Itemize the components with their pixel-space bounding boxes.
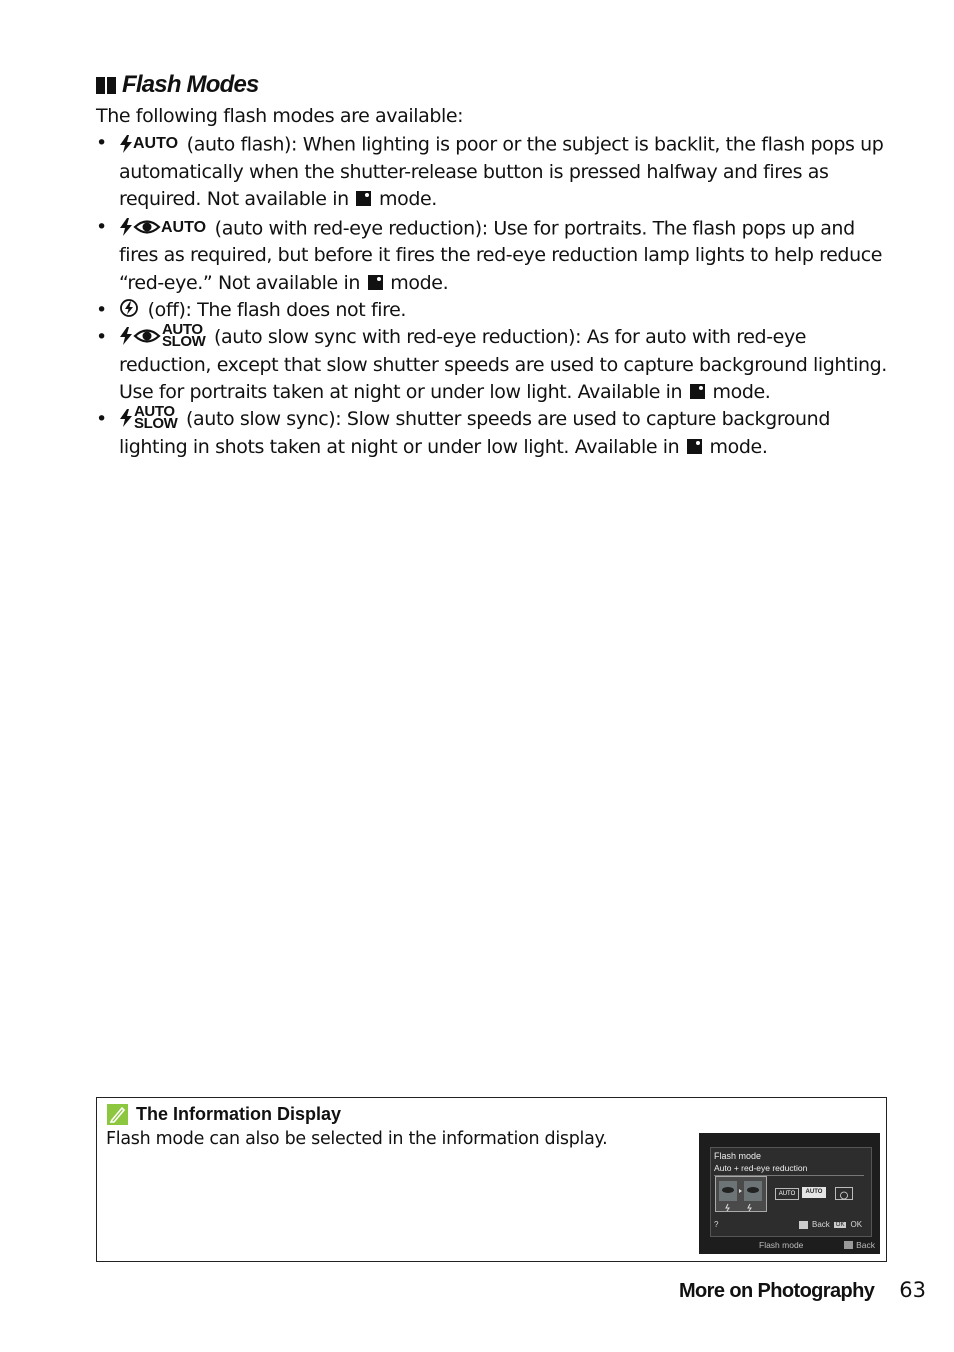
info-display-screenshot	[699, 1133, 880, 1254]
bottom-back-label: Back	[856, 1240, 875, 1250]
ok-button-icon: OK	[835, 1221, 845, 1228]
list-item-slow-red-eye: • AUTO SLOW (auto slow sync with red-eye reduction): As for auto with red-eye reduction, except that slow shutter speeds are used to capture background lighting. Use for portraits taken at night or under low light. Available in mode.	[96, 324, 896, 406]
flash-red-eye-auto-slow-icon: • AUTO SLOW	[119, 324, 205, 348]
mode-chip-red-eye: AUTO	[802, 1187, 826, 1198]
flash-auto-icon: • AUTO	[119, 130, 178, 157]
list-item-red-eye: • AUTO (auto with red-eye reduction): Use for portraits. The flash pops up and fires as required, but before it fires the red-eye reduction lamp lights to help reduce “red-eye.” Not available in mode.	[96, 214, 896, 298]
help-icon: ?	[714, 1220, 719, 1229]
flash-mode-panel	[710, 1147, 872, 1237]
ok-label: OK	[850, 1220, 863, 1229]
mode-chip-auto: AUTO	[775, 1188, 799, 1200]
portrait-mode-icon	[356, 191, 371, 206]
bottom-label: Flash mode	[759, 1240, 804, 1250]
info-display-note	[96, 1097, 887, 1262]
list-item-off: • (off): The flash does not fire.	[96, 297, 896, 324]
section-title: Flash Modes	[122, 71, 259, 98]
flash-red-eye-auto-icon: • AUTO	[119, 214, 206, 241]
flash-modes-list	[96, 130, 896, 461]
note-pencil-icon	[107, 1104, 128, 1125]
menu-title: Flash mode	[714, 1151, 762, 1161]
note-title: The Information Display	[107, 1104, 341, 1125]
night-portrait-mode-icon	[687, 439, 702, 454]
flash-off-icon	[119, 298, 139, 318]
flash-auto-slow-icon: • AUTO SLOW	[119, 406, 177, 430]
section-marker-icon	[96, 77, 116, 94]
back-label: Back	[812, 1220, 830, 1229]
note-body: Flash mode can also be selected in the information display.	[106, 1129, 608, 1149]
info-button-icon	[799, 1221, 808, 1229]
info-button-icon	[844, 1241, 853, 1249]
list-item-auto-flash: • AUTO (auto flash): When lighting is poor or the subject is backlit, the flash pops up automatically when the shutter-release button is pressed halfway and fires as required. Not available in mode.	[96, 130, 896, 214]
list-item-slow-sync: • AUTO SLOW (auto slow sync): Slow shutter speeds are used to capture background lighting in shots taken at night or under low light. Available in mode.	[96, 406, 896, 461]
page-footer	[679, 1278, 926, 1303]
section-heading	[96, 70, 259, 100]
footer-section-title: More on Photography	[679, 1280, 875, 1302]
selected-option: Auto + red-eye reduction	[714, 1163, 864, 1176]
red-eye-preview	[715, 1176, 767, 1212]
page-number: 63	[899, 1278, 926, 1302]
portrait-mode-icon	[368, 275, 383, 290]
night-portrait-mode-icon	[690, 384, 705, 399]
mode-chip-off	[835, 1187, 853, 1200]
intro-text: The following flash modes are available:	[96, 105, 464, 127]
